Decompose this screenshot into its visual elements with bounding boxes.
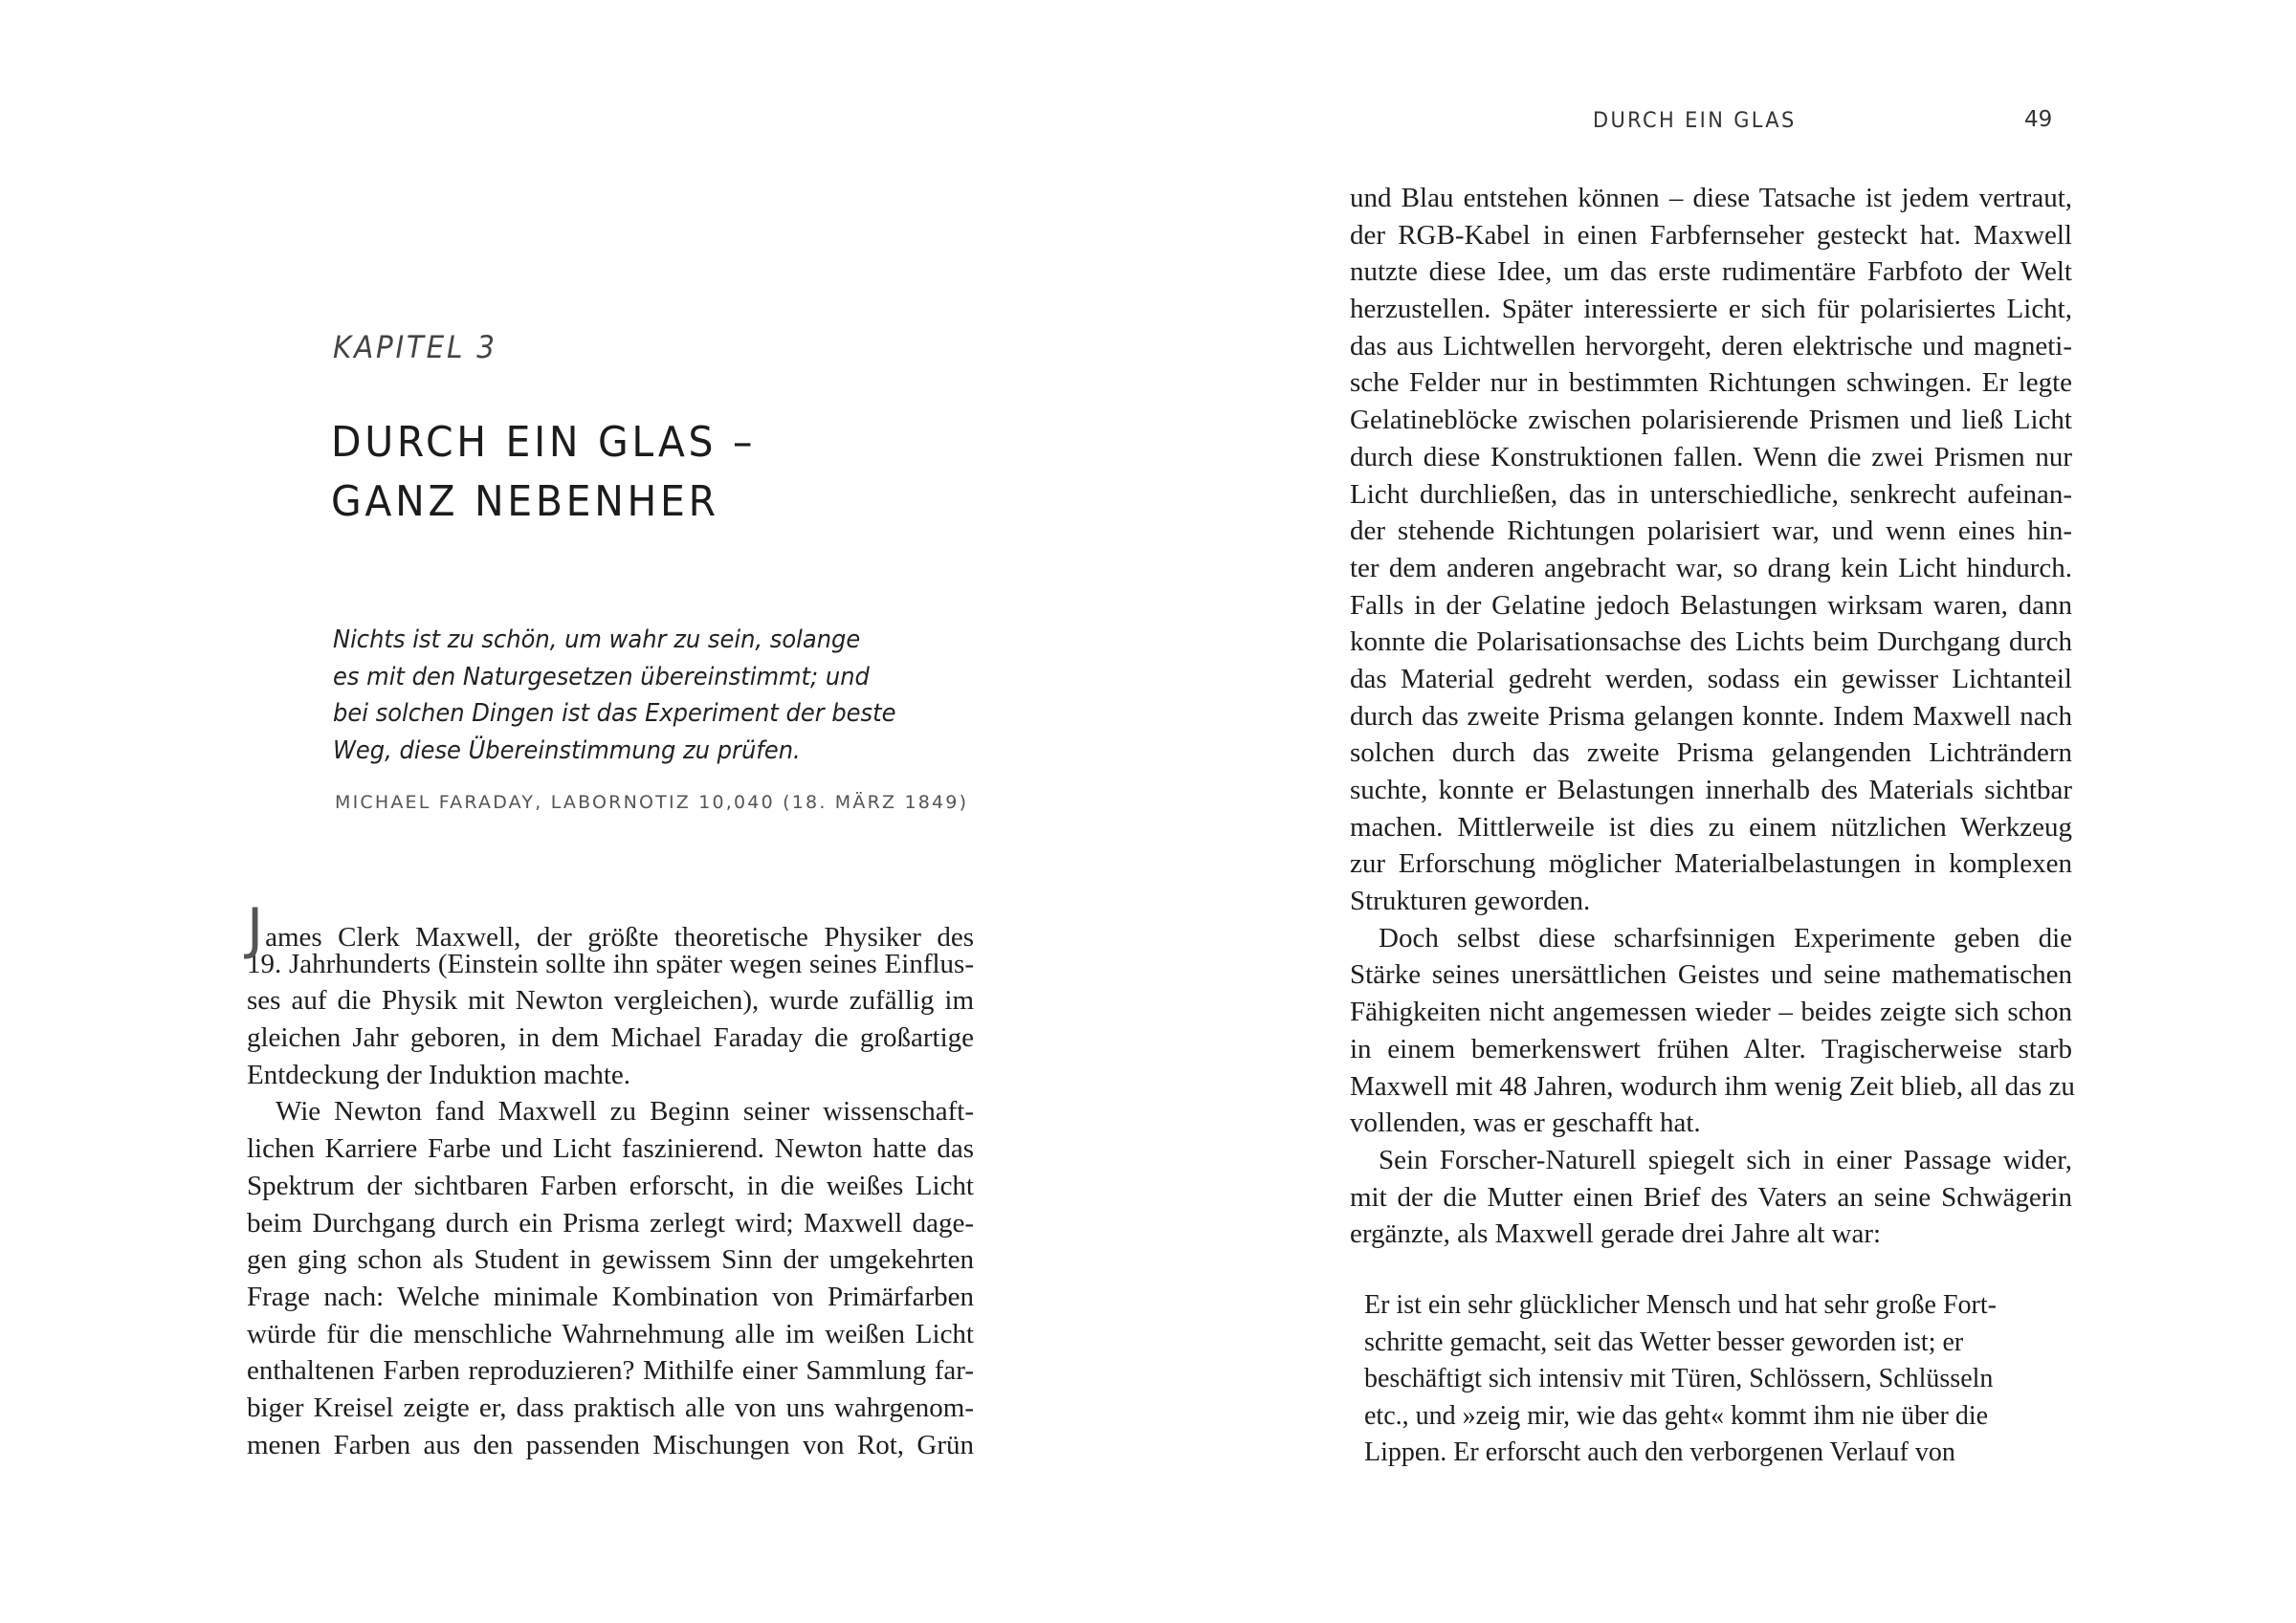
chapter-title [331, 413, 756, 532]
body-line: Fähigkeiten nicht angemessen wieder – beides zeigte sich schon [1350, 997, 2072, 1028]
body-line: Doch selbst diese scharfsinnigen Experimente geben die [1379, 922, 2072, 954]
quote-line: schritte gemacht, seit das Wetter besser geworden ist; er [1364, 1327, 1964, 1357]
body-line: durch diese Konstruktionen fallen. Wenn die zwei Prismen nur [1350, 441, 2072, 472]
quote-line: beschäftigt sich intensiv mit Türen, Schlössern, Schlüsseln [1364, 1364, 1994, 1393]
body-line: Frage nach: Welche minimale Kombination von Primärfarben [247, 1281, 974, 1312]
block-quote [1364, 1287, 2034, 1472]
body-line: Wie Newton fand Maxwell zu Beginn seiner wissenschaft- [276, 1096, 974, 1128]
body-line: machen. Mittlerweile ist dies zu einem nützlichen Werkzeug [1350, 811, 2072, 843]
body-line: ergänzte, als Maxwell gerade drei Jahre alt war: [1350, 1218, 1882, 1250]
body-line: Strukturen geworden. [1350, 886, 1591, 917]
body-line [247, 896, 974, 961]
body-line: Stärke seines unersättlichen Geistes und seine mathematischen [1350, 959, 2072, 991]
body-line: und Blau entstehen können – diese Tatsache ist jedem vertraut, [1350, 183, 2072, 213]
body-line: der stehende Richtungen polarisiert war, und wenn eines hin- [1350, 515, 2072, 547]
body-line: das Material gedreht werden, sodass ein gewisser Lichtanteil [1350, 663, 2072, 694]
epigraph-line: bei solchen Dingen ist das Experiment der beste [333, 699, 896, 728]
body-line: das aus Lichtwellen hervorgeht, deren elektrische und magneti- [1350, 330, 2072, 362]
body-line: solchen durch das zweite Prisma gelangenden Lichträndern [1350, 737, 2072, 769]
body-line: Gelatineblöcke zwischen polarisierende Prismen und ließ Licht [1350, 405, 2072, 436]
body-line: Sein Forscher-Naturell spiegelt sich in einer Passage wider, [1379, 1144, 2072, 1175]
body-line: suchte, konnte er Belastungen innerhalb des Materials sichtbar [1350, 775, 2072, 805]
body-line-text: ames Clerk Maxwell, der größte theoretische Physiker des [265, 922, 974, 953]
body-line: ses auf die Physik mit Newton vergleichen), wurde zufällig im [247, 985, 974, 1017]
chapter-title-line: GANZ NEBENHER [331, 477, 719, 526]
body-line: mit der die Mutter einen Brief des Vaters an seine Schwägerin [1350, 1181, 2072, 1213]
body-line: zur Erforschung möglicher Materialbelastungen in komplexen [1350, 848, 2072, 880]
body-line: Entdeckung der Induktion machte. [247, 1059, 631, 1090]
body-line: menen Farben aus den passenden Mischungen von Rot, Grün [247, 1429, 974, 1460]
body-line: biger Kreisel zeigte er, dass praktisch alle von uns wahrgenom- [247, 1392, 974, 1423]
quote-line: etc., und »zeig mir, wie das geht« kommt ihm nie über die [1364, 1400, 1989, 1431]
epigraph-attribution: MICHAEL FARADAY, LABORNOTIZ 10,040 (18. MÄRZ 1849) [335, 792, 969, 813]
epigraph [333, 622, 902, 769]
chapter-title-line: DURCH EIN GLAS – [331, 418, 757, 467]
body-line: lichen Karriere Farbe und Licht faszinierend. Newton hatte das [247, 1133, 974, 1165]
body-line: Maxwell mit 48 Jahren, wodurch ihm wenig Zeit blieb, all das zu [1350, 1070, 2075, 1102]
body-line: herzustellen. Später interessierte er sich für polarisiertes Licht, [1350, 294, 2072, 325]
body-line: vollenden, was er geschafft hat. [1350, 1108, 1701, 1139]
body-line: gleichen Jahr geboren, in dem Michael Faraday die großartige [247, 1022, 974, 1054]
body-line: gen ging schon als Student in gewissem Sinn der umgekehrten [247, 1244, 974, 1276]
body-line: beim Durchgang durch ein Prisma zerlegt wird; Maxwell dage- [247, 1207, 974, 1239]
body-line: durch das zweite Prisma gelangen konnte. Indem Maxwell nach [1350, 700, 2072, 732]
page-number: 49 [2024, 107, 2053, 132]
body-text-left [247, 896, 974, 1463]
running-head: DURCH EIN GLAS [1593, 109, 1797, 133]
chapter-label: KAPITEL 3 [333, 329, 497, 365]
body-line: 19. Jahrhunderts (Einstein sollte ihn später wegen seines Einflus- [247, 948, 974, 979]
body-line: sche Felder nur in bestimmten Richtungen schwingen. Er legte [1350, 367, 2072, 399]
body-line: Spektrum der sichtbaren Farben erforscht, in die weißes Licht [247, 1170, 974, 1201]
quote-line: Lippen. Er erforscht auch den verborgenen Verlauf von [1364, 1437, 1955, 1467]
drop-cap: J [247, 896, 264, 961]
body-line: in einem bemerkenswert frühen Alter. Tragischerweise starb [1350, 1033, 2072, 1064]
body-line: ter dem anderen angebracht war, so drang kein Licht hindurch. [1350, 552, 2072, 583]
epigraph-line: Weg, diese Übereinstimmung zu prüfen. [333, 735, 801, 765]
body-text-right [1350, 180, 2075, 1253]
body-line: der RGB-Kabel in einen Farbfernseher gesteckt hat. Maxwell [1350, 219, 2072, 251]
quote-line: Er ist ein sehr glücklicher Mensch und hat sehr große Fort- [1364, 1290, 1997, 1320]
epigraph-line: Nichts ist zu schön, um wahr zu sein, solange [333, 625, 861, 654]
body-line: konnte die Polarisationsachse des Lichts beim Durchgang durch [1350, 626, 2072, 658]
body-line: Licht durchließen, das in unterschiedliche, senkrecht aufeinan- [1350, 478, 2072, 510]
epigraph-line: es mit den Naturgesetzen übereinstimmt; und [333, 662, 870, 691]
body-line: enthaltenen Farben reproduzieren? Mithilfe einer Sammlung far- [247, 1355, 974, 1387]
body-line: Falls in der Gelatine jedoch Belastungen wirksam waren, dann [1350, 589, 2072, 621]
body-line: würde für die menschliche Wahrnehmung alle im weißen Licht [247, 1318, 974, 1349]
body-line: nutzte diese Idee, um das erste rudimentäre Farbfoto der Welt [1350, 256, 2072, 288]
